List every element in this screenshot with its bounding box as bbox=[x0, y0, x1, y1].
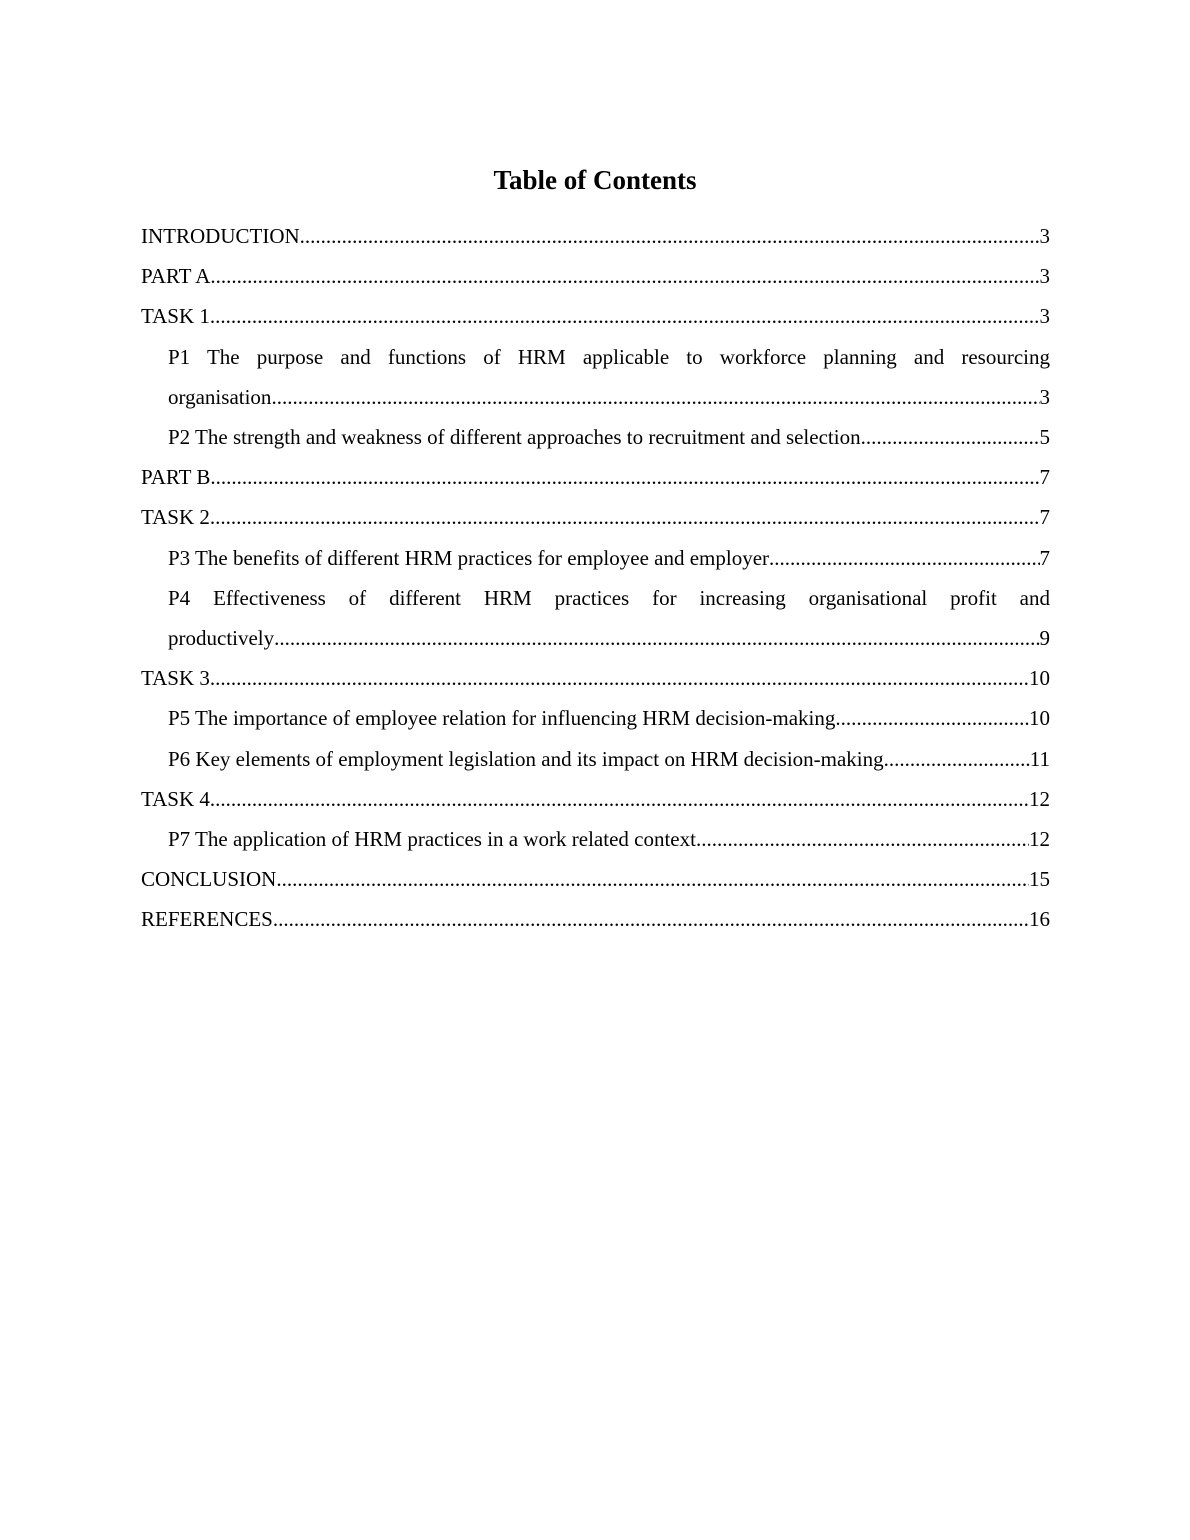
dot-leader bbox=[861, 417, 1040, 457]
toc-entry-page: 7 bbox=[1039, 465, 1050, 490]
toc-entry-p5[interactable] bbox=[168, 698, 1050, 738]
dot-leader bbox=[276, 859, 1029, 899]
toc-entry-label: CONCLUSION bbox=[141, 867, 277, 892]
toc-entry-page: 7 bbox=[1039, 505, 1050, 530]
toc-entry-references[interactable] bbox=[141, 899, 1050, 939]
toc-entry-label: TASK 4 bbox=[141, 786, 210, 811]
toc-entry-label-line2: organisation bbox=[168, 384, 272, 409]
toc-entry-label: P3 The benefits of different HRM practices for employee and employer bbox=[168, 545, 770, 570]
toc-entry-task-1[interactable] bbox=[141, 296, 1050, 336]
toc-entry-label: PART A bbox=[141, 264, 211, 289]
toc-entry-page: 5 bbox=[1039, 425, 1050, 450]
dot-leader bbox=[274, 618, 1039, 658]
toc-entry-part-b[interactable] bbox=[141, 457, 1050, 497]
toc-entry-label: P5 The importance of employee relation for influencing HRM decision-making bbox=[168, 706, 836, 731]
toc-entry-label: TASK 1 bbox=[141, 304, 210, 329]
toc-entry-page: 3 bbox=[1039, 304, 1050, 329]
toc-entry-p7[interactable] bbox=[168, 819, 1050, 859]
toc-entry-p3[interactable] bbox=[168, 538, 1050, 578]
toc-entry-introduction[interactable] bbox=[141, 216, 1050, 256]
toc-entry-page: 3 bbox=[1039, 264, 1050, 289]
dot-leader bbox=[769, 538, 1039, 578]
dot-leader bbox=[210, 457, 1039, 497]
toc-entry-part-a[interactable] bbox=[141, 256, 1050, 296]
dot-leader bbox=[884, 739, 1030, 779]
toc-entry-page: 11 bbox=[1029, 746, 1050, 771]
dot-leader bbox=[300, 216, 1040, 256]
dot-leader bbox=[210, 497, 1040, 537]
toc-entry-p2[interactable] bbox=[168, 417, 1050, 457]
dot-leader bbox=[210, 658, 1029, 698]
toc-entry-page: 10 bbox=[1029, 666, 1050, 691]
toc-entry-p6[interactable] bbox=[168, 739, 1050, 779]
toc-entry-page: 12 bbox=[1029, 786, 1050, 811]
dot-leader bbox=[273, 899, 1029, 939]
toc-entry-task-3[interactable] bbox=[141, 658, 1050, 698]
toc-title: Table of Contents bbox=[493, 165, 697, 195]
toc-entry-task-2[interactable] bbox=[141, 497, 1050, 537]
dot-leader bbox=[210, 296, 1040, 336]
toc-entry-label: INTRODUCTION bbox=[141, 224, 300, 248]
toc-entry-page: 15 bbox=[1029, 867, 1050, 892]
toc-entry-conclusion[interactable] bbox=[141, 859, 1050, 899]
toc-list bbox=[141, 216, 1050, 940]
dot-leader bbox=[696, 819, 1029, 859]
toc-entry-label-line1: P1 The purpose and functions of HRM applicable to workforce planning and resourcing bbox=[168, 344, 1050, 369]
dot-leader bbox=[210, 779, 1029, 819]
toc-entry-page: 7 bbox=[1039, 545, 1050, 570]
toc-entry-page: 3 bbox=[1039, 384, 1050, 409]
toc-entry-label-line2: productively bbox=[168, 626, 275, 651]
toc-entry-label: TASK 2 bbox=[141, 505, 210, 530]
dot-leader bbox=[835, 698, 1029, 738]
toc-entry-p1[interactable] bbox=[168, 337, 1050, 417]
toc-entry-task-4[interactable] bbox=[141, 779, 1050, 819]
toc-entry-page: 9 bbox=[1039, 626, 1050, 651]
toc-entry-page: 12 bbox=[1029, 827, 1050, 852]
toc-entry-label: P6 Key elements of employment legislation and its impact on HRM decision-making bbox=[168, 746, 884, 771]
toc-entry-page: 16 bbox=[1029, 907, 1050, 932]
toc-entry-page: 10 bbox=[1029, 706, 1050, 731]
toc-entry-p4[interactable] bbox=[168, 578, 1050, 658]
toc-entry-label: REFERENCES bbox=[141, 907, 273, 932]
dot-leader bbox=[271, 377, 1039, 417]
toc-entry-label: PART B bbox=[141, 465, 211, 490]
toc-entry-page: 3 bbox=[1039, 224, 1050, 248]
toc-entry-label: TASK 3 bbox=[141, 666, 210, 691]
toc-entry-label: P2 The strength and weakness of different approaches to recruitment and selection bbox=[168, 425, 861, 450]
toc-entry-label: P7 The application of HRM practices in a work related context bbox=[168, 827, 696, 852]
toc-entry-label-line1: P4 Effectiveness of different HRM practices for increasing organisational profit and bbox=[168, 585, 1050, 610]
dot-leader bbox=[210, 256, 1039, 296]
